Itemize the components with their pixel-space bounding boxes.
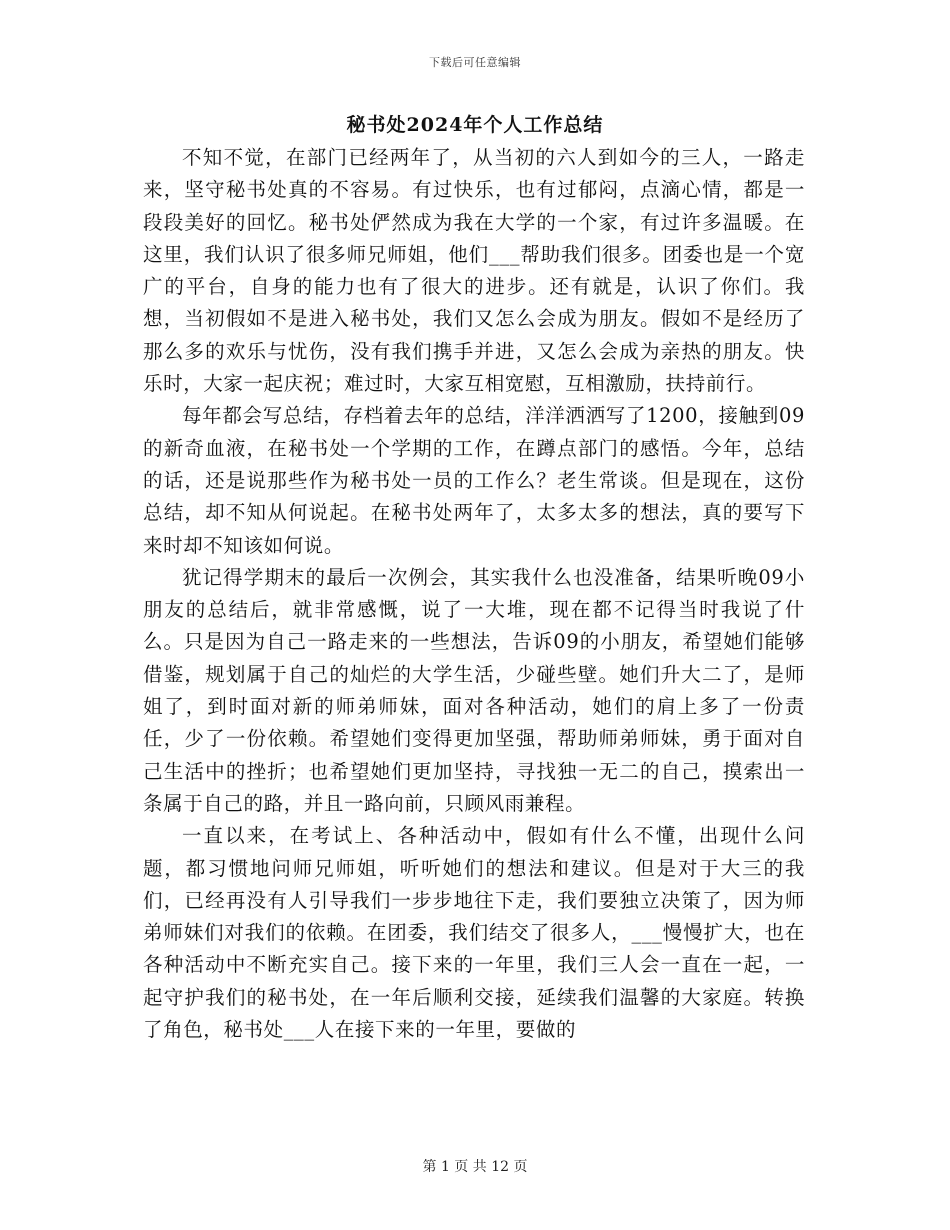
paragraph-2: 每年都会写总结，存档着去年的总结，洋洋洒洒写了1200，接触到09的新奇血液，在秘书处一个学期的工作，在蹲点部门的感悟。今年，总结的话，还是说那些作为秘书处一员的工作么？老生常谈。但是现在，这份总结，却不知从何说起。在秘书处两年了，太多太多的想法，真的要写下来时却不知该如何说。	[143, 404, 805, 557]
document-title: 秘书处2024年个人工作总结	[346, 114, 604, 136]
paragraph-4: 一直以来，在考试上、各种活动中，假如有什么不懂，出现什么问题，都习惯地问师兄师姐，听听她们的想法和建议。但是对于大三的我们，已经再没有人引导我们一步步地往下走，我们要独立决策了，因为师弟师妹们对我们的依赖。在团委，我们结交了很多人，___慢慢扩大，也在各种活动中不断充实自己。接下来的一年里，我们三人会一直在一起，一起守护我们的秘书处，在一年后顺利交接，延续我们温馨的大家庭。转换了角色，秘书处___人在接下来的一年里，要做的	[143, 824, 805, 1042]
paragraph-1: 不知不觉，在部门已经两年了，从当初的六人到如今的三人，一路走来，坚守秘书处真的不容易。有过快乐，也有过郁闷，点滴心情，都是一段段美好的回忆。秘书处俨然成为我在大学的一个家，有过许多温暖。在这里，我们认识了很多师兄师姐，他们___帮助我们很多。团委也是一个宽广的平台，自身的能力也有了很大的进步。还有就是，认识了你们。我想，当初假如不是进入秘书处，我们又怎么会成为朋友。假如不是经历了那么多的欢乐与忧伤，没有我们携手并进，又怎么会成为亲热的朋友。快乐时，大家一起庆祝；难过时，大家互相宽慰，互相激励，扶持前行。	[143, 146, 805, 396]
page-number-footer: 第 1 页 共 12 页	[422, 1159, 528, 1175]
paragraph-3: 犹记得学期末的最后一次例会，其实我什么也没准备，结果听晚09小朋友的总结后，就非常感慨，说了一大堆，现在都不记得当时我说了什么。只是因为自己一路走来的一些想法，告诉09的小朋友，希望她们能够借鉴，规划属于自己的灿烂的大学生活，少碰些壁。她们升大二了，是师姐了，到时面对新的师弟师妹，面对各种活动，她们的肩上多了一份责任，少了一份依赖。希望她们变得更加坚强，帮助师弟师妹，勇于面对自己生活中的挫折；也希望她们更加坚持，寻找独一无二的自己，摸索出一条属于自己的路，并且一路向前，只顾风雨兼程。	[143, 565, 805, 815]
document-body	[143, 142, 805, 1046]
header-note: 下载后可任意编辑	[429, 56, 521, 69]
